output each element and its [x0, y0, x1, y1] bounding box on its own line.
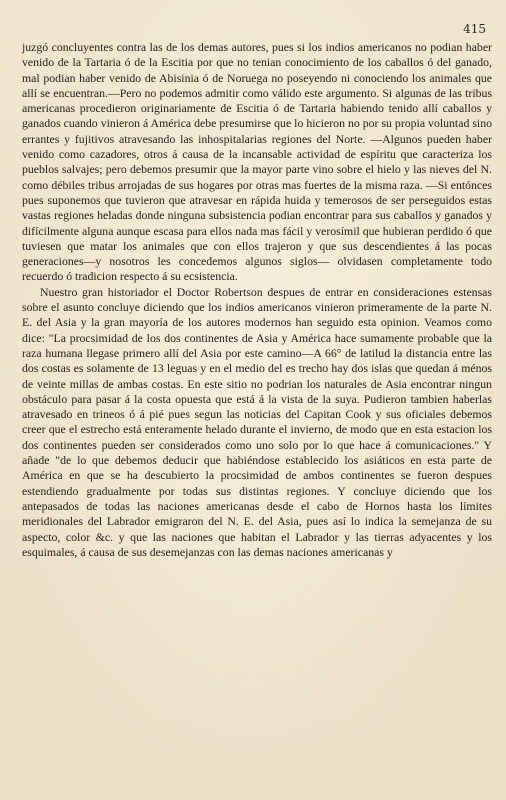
- page-number: 415: [463, 22, 486, 36]
- paragraph-1: juzgó concluyentes contra las de los demas autores, pues si los indios americanos no podian haber venido de la Tartaria ó de la Escitia por que no tenian conocimiento de los caballos ó del ganado, mal podian haber venido de Abisinia ó de Noruega no poseyendo ni conociendo los animales que allí se encuentran.—Pero no podemos admitir como válido este argumento. Si algunas de las tribus americanas procedieron originariamente de Escitia ó de Tartaria habiendo tenido allí caballos y ganados cuando vinieron á América debe presumirse que lo hicieron no por su propia voluntad sino errantes y fujitivos atravesando las inhospitalarias regiones del Norte. —Algunos pueden haber venido como cazadores, otros á causa de la incansable actividad de espíritu que caracteriza los pueblos salvajes; pero debemos presumir que la mayor parte vino sobre el hielo y las nieves del N. como débiles tribus arrojadas de sus hogares por otras mas fuertes de la misma raza. —Si entónces pues suponemos que tuvieron que atravesar en rápida huida y temerosos de ser perseguidos estas vastas regiones heladas donde ninguna subsistencia podian encontrar para sus caballos y ganados y difícilmente alguna aunque escasa para ellos nada mas fácil y verosímil que hubieran perdido ó que tuviesen que matar los animales que con ellos trajeron y que sus descendientes á las pocas generaciones—y nosotros les concedemos algunos siglos— olvidasen completamente todo recuerdo ó tradicion respecto á su ecsistencia.: [22, 40, 492, 284]
- paragraph-2: Nuestro gran historiador el Doctor Robertson despues de entrar en consideraciones estensas sobre el asunto concluye diciendo que los indios americanos vinieron primeramente de la parte N. E. del Asia y la gran mayoría de los autores modernos han seguido esta opinion. Veamos como dice: "La procsimidad de los dos continentes de Asia y América hace sumamente probable que la raza humana llegase primero allí del Asia por este camino—A 66° de latilud la distancia entre las dos costas es solamente de 13 leguas y en el medio del es trecho hay dos islas que quedan á ménos de veinte millas de ambas costas. En este sitio no podrian los naturales de Asia encontrar ningun obstáculo para pasar á la costa opuesta que está á la vista de la suya. Pudieron tambien haberlas atravesado en trineos ó á pié pues segun las noticias del Capitan Cook y sus oficiales debemos creer que el estrecho está enteramente helado durante el invierno, de modo que en esta estacion los dos continentes pueden ser considerados como uno solo por lo que hace á comunicaciones." Y añade "de lo que debemos deducir que habiéndose establecido los asiáticos en esta parte de América en que se ha descubierto la procsimidad de ambos continentes se fueron despues estendiendo gradualmente por todas sus distintas regiones. Y concluye diciendo que los antepasados de todas las naciones americanas desde el cabo de Hornos hasta los límites meridionales del Labrador emigraron del N. E. del Asia, pues así lo indica la semejanza de su aspecto, color &c. y que las naciones que habitan el Labrador y las tierras adyacentes y los esquimales, á causa de sus desemejanzas con las demas naciones americanas y: [22, 284, 492, 559]
- body-text: [22, 40, 492, 560]
